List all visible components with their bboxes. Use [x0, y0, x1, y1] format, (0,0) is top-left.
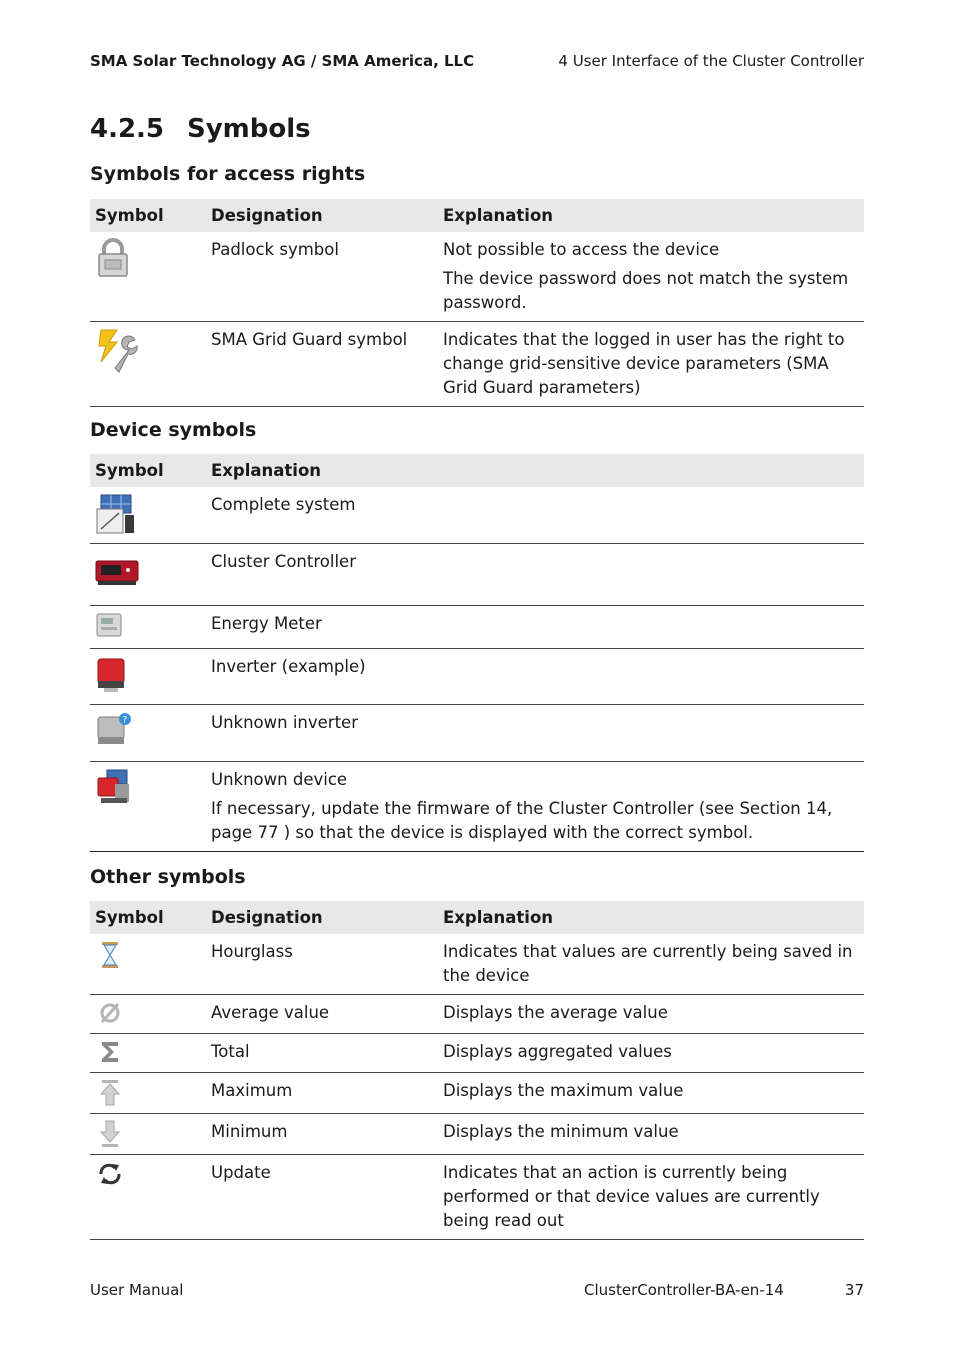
table-header-row [90, 901, 864, 934]
column-header: Symbol [90, 199, 206, 232]
explanation-text: Energy Meter [211, 614, 322, 633]
explanation-text: Unknown inverter [211, 713, 358, 732]
explanation-cell [206, 606, 864, 649]
table-header-row [90, 454, 864, 487]
explanation-cell [206, 649, 864, 705]
explanation-text: Not possible to access the device [443, 240, 720, 259]
table-row [90, 1073, 864, 1114]
designation-cell: Hourglass [206, 934, 438, 995]
explanation-text: Cluster Controller [211, 552, 356, 571]
explanation-cell [206, 544, 864, 606]
designation-cell: Padlock symbol [206, 232, 438, 322]
page-number: 37 [844, 1281, 864, 1299]
designation-cell: Update [206, 1155, 438, 1240]
explanation-cell [438, 322, 864, 407]
padlock-icon [95, 238, 131, 278]
table-row [90, 606, 864, 649]
inverter-icon [95, 655, 129, 695]
device-symbols-table [90, 454, 864, 852]
designation-cell: Maximum [206, 1073, 438, 1114]
designation-cell: Total [206, 1034, 438, 1073]
other-symbols-heading: Other symbols [90, 866, 246, 888]
column-header: Explanation [438, 901, 864, 934]
cluster-controller-icon [95, 558, 139, 588]
average-icon [95, 1001, 125, 1027]
energy-meter-icon [95, 612, 125, 640]
unknown-inverter-icon [95, 711, 133, 751]
explanation-text: Complete system [211, 495, 356, 514]
explanation-text: The device password does not match the system password. [443, 269, 849, 312]
table-row [90, 1114, 864, 1155]
table-row [90, 705, 864, 762]
table-row [90, 1034, 864, 1073]
designation-cell: Minimum [206, 1114, 438, 1155]
section-title: Symbols [187, 114, 311, 144]
table-row [90, 1155, 864, 1240]
table-row [90, 487, 864, 544]
table-row [90, 762, 864, 852]
column-header: Symbol [90, 454, 206, 487]
explanation-cell: Displays the minimum value [438, 1114, 864, 1155]
access-rights-heading: Symbols for access rights [90, 163, 366, 185]
running-header-chapter: 4 User Interface of the Cluster Controller [558, 52, 864, 70]
table-row [90, 995, 864, 1034]
access-rights-table [90, 199, 864, 407]
section-heading [90, 114, 311, 144]
svg-text:?: ? [122, 715, 128, 726]
explanation-cell: Displays the maximum value [438, 1073, 864, 1114]
explanation-cell: Displays the average value [438, 995, 864, 1034]
table-row [90, 544, 864, 606]
refresh-icon [95, 1161, 125, 1187]
complete-system-icon [95, 493, 137, 535]
running-header-company: SMA Solar Technology AG / SMA America, LLC [90, 52, 475, 70]
table-row [90, 322, 864, 407]
column-header: Explanation [438, 199, 864, 232]
other-symbols-table [90, 901, 864, 1240]
maximum-arrow-icon [95, 1079, 125, 1107]
explanation-text: Indicates that the logged in user has the right to change grid-sensitive device parameters (SMA Grid Guard parameters) [443, 330, 845, 397]
explanation-text: Unknown device [211, 770, 348, 789]
explanation-cell [206, 705, 864, 762]
explanation-cell: Displays aggregated values [438, 1034, 864, 1073]
grid-guard-icon [95, 328, 143, 374]
footer-document-code: ClusterController-BA-en-14 [584, 1281, 784, 1299]
minimum-arrow-icon [95, 1120, 125, 1148]
explanation-cell [438, 232, 864, 322]
explanation-text: If necessary, update the firmware of the Cluster Controller (see Section 14, page 77 ) so that the device is displayed with the correct symbol. [211, 799, 833, 842]
section-number: 4.2.5 [90, 114, 165, 144]
explanation-cell: Indicates that an action is currently being performed or that device values are currently being read out [438, 1155, 864, 1240]
table-row [90, 232, 864, 322]
device-symbols-heading: Device symbols [90, 419, 257, 441]
designation-cell: Average value [206, 995, 438, 1034]
column-header: Designation [206, 199, 438, 232]
table-header-row [90, 199, 864, 232]
explanation-cell [206, 487, 864, 544]
column-header: Designation [206, 901, 438, 934]
footer-document-type: User Manual [90, 1281, 184, 1299]
column-header: Explanation [206, 454, 864, 487]
hourglass-icon [95, 940, 125, 970]
column-header: Symbol [90, 901, 206, 934]
designation-cell: SMA Grid Guard symbol [206, 322, 438, 407]
sigma-icon [95, 1040, 125, 1066]
explanation-cell: Indicates that values are currently being saved in the device [438, 934, 864, 995]
unknown-device-icon [95, 768, 133, 810]
table-row [90, 934, 864, 995]
explanation-cell [206, 762, 864, 852]
table-row [90, 649, 864, 705]
explanation-text: Inverter (example) [211, 657, 366, 676]
